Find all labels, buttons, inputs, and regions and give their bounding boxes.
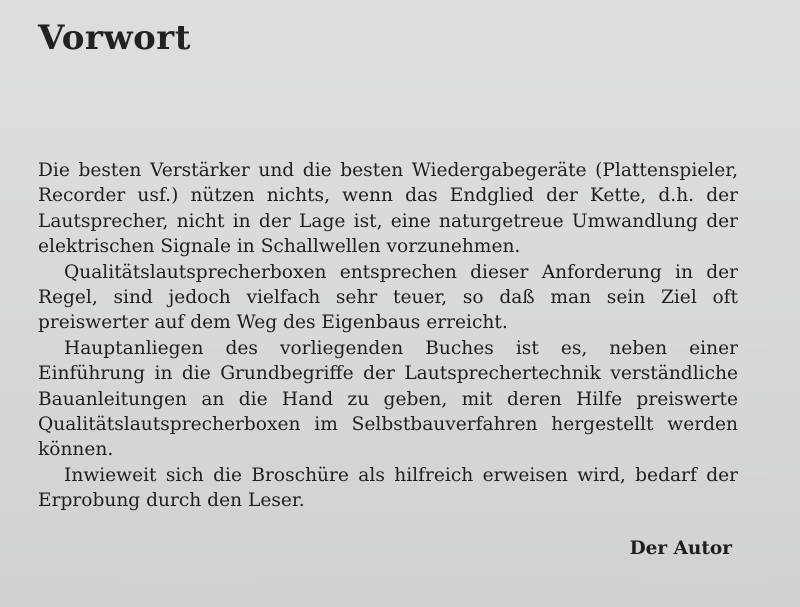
- paragraph-2: Qualitätslautsprecherboxen entsprechen dieser Anforderung in der Regel, sind jedoch vielfach sehr teuer, so daß man sein Ziel oft preiswerter auf dem Weg des Eigenbaus erreicht.: [38, 261, 738, 334]
- paragraph-4: Inwieweit sich die Broschüre als hilfreich erweisen wird, bedarf der Erprobung durch den Leser.: [38, 464, 738, 512]
- foreword-body: [38, 158, 738, 514]
- paragraph-1: Die besten Verstärker und die besten Wiedergabegeräte (Plattenspieler, Recorder usf.) nützen nichts, wenn das Endglied der Kette, d.h. der Lautsprecher, nicht in der Lage ist, eine naturgetreue Umwandlung der elektrischen Signale in Schallwellen vorzunehmen.: [38, 160, 738, 258]
- page-title: Vorwort: [38, 18, 191, 58]
- author-signature: Der Autor: [629, 538, 732, 559]
- paragraph-3: Hauptanliegen des vorliegenden Buches ist es, neben einer Einführung in die Grundbegriffe der Lautsprechertechnik verständliche Bauanleitungen an die Hand zu geben, mit deren Hilfe preiswerte Qualitätslautsprecherboxen im Selbstbauverfahren hergestellt werden können.: [38, 337, 738, 461]
